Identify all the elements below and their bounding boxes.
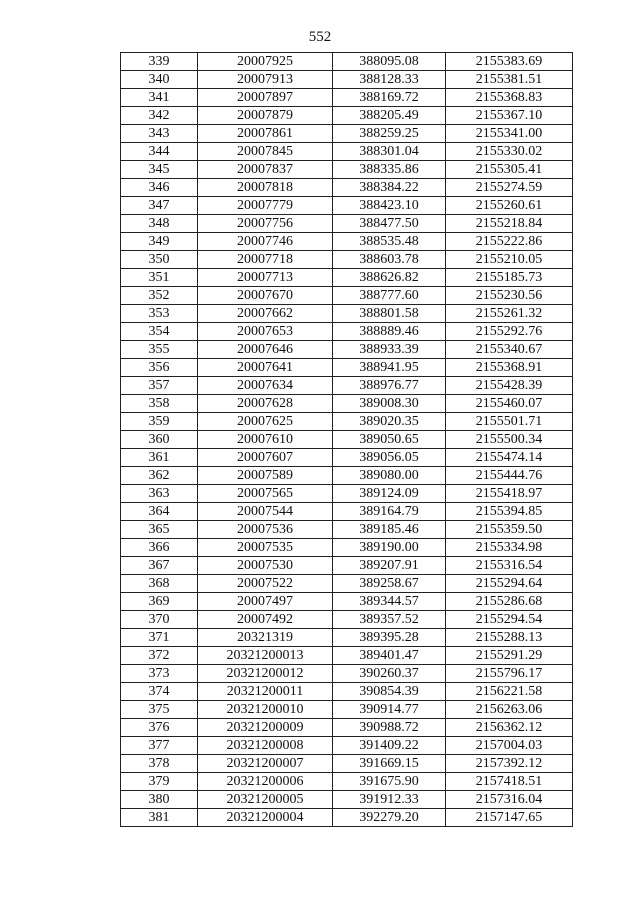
coordinate-x-cell: 390854.39 [333,683,446,701]
point-number-cell: 367 [121,557,198,575]
point-id-cell: 20007530 [198,557,333,575]
coordinate-y-cell: 2155294.64 [446,575,573,593]
point-id-cell: 20007535 [198,539,333,557]
coordinate-y-cell: 2156263.06 [446,701,573,719]
coordinate-y-cell: 2155500.34 [446,431,573,449]
table-row [121,287,573,305]
table-row [121,341,573,359]
coordinate-x-cell: 388976.77 [333,377,446,395]
coordinate-y-cell: 2157316.04 [446,791,573,809]
coordinate-x-cell: 388384.22 [333,179,446,197]
table-row [121,719,573,737]
point-id-cell: 20321200005 [198,791,333,809]
table-row [121,431,573,449]
coordinate-y-cell: 2155444.76 [446,467,573,485]
coordinate-y-cell: 2155460.07 [446,395,573,413]
point-id-cell: 20007536 [198,521,333,539]
point-id-cell: 20321200004 [198,809,333,827]
point-id-cell: 20007779 [198,197,333,215]
table-body [121,53,573,827]
coordinate-y-cell: 2155286.68 [446,593,573,611]
point-number-cell: 375 [121,701,198,719]
coordinate-x-cell: 388169.72 [333,89,446,107]
coordinate-x-cell: 388335.86 [333,161,446,179]
point-id-cell: 20321200013 [198,647,333,665]
table-row [121,647,573,665]
point-id-cell: 20321200008 [198,737,333,755]
point-number-cell: 357 [121,377,198,395]
table-row [121,773,573,791]
point-number-cell: 380 [121,791,198,809]
point-id-cell: 20007837 [198,161,333,179]
table-row [121,809,573,827]
point-number-cell: 344 [121,143,198,161]
coordinate-y-cell: 2155368.83 [446,89,573,107]
table-row [121,359,573,377]
coordinate-x-cell: 388941.95 [333,359,446,377]
point-number-cell: 361 [121,449,198,467]
coordinate-y-cell: 2157418.51 [446,773,573,791]
table-row [121,89,573,107]
coordinate-y-cell: 2155260.61 [446,197,573,215]
coordinate-y-cell: 2155218.84 [446,215,573,233]
coordinate-y-cell: 2157392.12 [446,755,573,773]
point-number-cell: 368 [121,575,198,593]
coordinate-y-cell: 2155383.69 [446,53,573,71]
point-number-cell: 378 [121,755,198,773]
point-id-cell: 20007913 [198,71,333,89]
point-id-cell: 20007589 [198,467,333,485]
point-id-cell: 20007818 [198,179,333,197]
point-id-cell: 20007756 [198,215,333,233]
coordinate-x-cell: 390914.77 [333,701,446,719]
table-row [121,197,573,215]
point-number-cell: 358 [121,395,198,413]
coordinate-y-cell: 2155292.76 [446,323,573,341]
table-row [121,755,573,773]
point-id-cell: 20007497 [198,593,333,611]
point-id-cell: 20007610 [198,431,333,449]
coordinate-y-cell: 2155474.14 [446,449,573,467]
coordinate-y-cell: 2156362.12 [446,719,573,737]
coordinate-x-cell: 388205.49 [333,107,446,125]
table-row [121,575,573,593]
point-number-cell: 341 [121,89,198,107]
coordinate-y-cell: 2156221.58 [446,683,573,701]
point-number-cell: 342 [121,107,198,125]
table-row [121,521,573,539]
point-id-cell: 20007641 [198,359,333,377]
table-row [121,143,573,161]
table-row [121,305,573,323]
point-number-cell: 356 [121,359,198,377]
point-id-cell: 20007718 [198,251,333,269]
coordinate-x-cell: 389080.00 [333,467,446,485]
point-number-cell: 381 [121,809,198,827]
point-id-cell: 20321200006 [198,773,333,791]
coordinate-y-cell: 2155288.13 [446,629,573,647]
point-number-cell: 371 [121,629,198,647]
table-row [121,233,573,251]
table-row [121,629,573,647]
table-row [121,125,573,143]
point-id-cell: 20007861 [198,125,333,143]
coordinate-y-cell: 2155274.59 [446,179,573,197]
point-number-cell: 352 [121,287,198,305]
point-id-cell: 20321200012 [198,665,333,683]
point-id-cell: 20321319 [198,629,333,647]
point-id-cell: 20007845 [198,143,333,161]
point-number-cell: 370 [121,611,198,629]
point-id-cell: 20007897 [198,89,333,107]
point-id-cell: 20007634 [198,377,333,395]
coordinate-x-cell: 389207.91 [333,557,446,575]
table-row [121,215,573,233]
coordinate-x-cell: 390988.72 [333,719,446,737]
table-row [121,251,573,269]
point-number-cell: 340 [121,71,198,89]
table-row [121,53,573,71]
point-number-cell: 343 [121,125,198,143]
coordinate-y-cell: 2155418.97 [446,485,573,503]
coordinate-x-cell: 389050.65 [333,431,446,449]
coordinate-x-cell: 391409.22 [333,737,446,755]
table-row [121,71,573,89]
coordinate-y-cell: 2155316.54 [446,557,573,575]
point-id-cell: 20007646 [198,341,333,359]
point-number-cell: 346 [121,179,198,197]
point-id-cell: 20007628 [198,395,333,413]
coordinate-x-cell: 389124.09 [333,485,446,503]
point-id-cell: 20007565 [198,485,333,503]
coordinate-x-cell: 391669.15 [333,755,446,773]
coordinate-y-cell: 2155230.56 [446,287,573,305]
point-number-cell: 369 [121,593,198,611]
point-number-cell: 360 [121,431,198,449]
coordinate-x-cell: 389164.79 [333,503,446,521]
coordinate-y-cell: 2155305.41 [446,161,573,179]
coordinate-y-cell: 2155330.02 [446,143,573,161]
table-row [121,791,573,809]
point-number-cell: 339 [121,53,198,71]
coordinate-y-cell: 2155294.54 [446,611,573,629]
coordinate-x-cell: 389357.52 [333,611,446,629]
point-id-cell: 20321200010 [198,701,333,719]
coordinate-y-cell: 2155368.91 [446,359,573,377]
coordinate-x-cell: 388477.50 [333,215,446,233]
point-number-cell: 350 [121,251,198,269]
coordinate-x-cell: 391912.33 [333,791,446,809]
point-number-cell: 354 [121,323,198,341]
coordinate-x-cell: 388603.78 [333,251,446,269]
coordinate-y-cell: 2155185.73 [446,269,573,287]
coordinate-x-cell: 388535.48 [333,233,446,251]
coordinates-table [120,52,573,827]
coordinate-y-cell: 2155501.71 [446,413,573,431]
point-number-cell: 379 [121,773,198,791]
table-row [121,377,573,395]
coordinate-x-cell: 389056.05 [333,449,446,467]
coordinate-x-cell: 389344.57 [333,593,446,611]
point-number-cell: 366 [121,539,198,557]
coordinate-x-cell: 388128.33 [333,71,446,89]
coordinate-x-cell: 388777.60 [333,287,446,305]
coordinate-x-cell: 392279.20 [333,809,446,827]
point-id-cell: 20007544 [198,503,333,521]
coordinate-y-cell: 2155334.98 [446,539,573,557]
point-number-cell: 365 [121,521,198,539]
point-id-cell: 20007662 [198,305,333,323]
coordinate-y-cell: 2155341.00 [446,125,573,143]
coordinate-y-cell: 2155291.29 [446,647,573,665]
coordinate-x-cell: 388095.08 [333,53,446,71]
point-number-cell: 347 [121,197,198,215]
table-row [121,161,573,179]
point-number-cell: 377 [121,737,198,755]
coordinate-y-cell: 2155381.51 [446,71,573,89]
table-row [121,539,573,557]
table-row [121,485,573,503]
point-id-cell: 20007607 [198,449,333,467]
table-row [121,467,573,485]
table-row [121,683,573,701]
point-number-cell: 353 [121,305,198,323]
table-row [121,449,573,467]
table-row [121,413,573,431]
point-number-cell: 349 [121,233,198,251]
point-id-cell: 20007879 [198,107,333,125]
point-id-cell: 20007746 [198,233,333,251]
coordinate-y-cell: 2155222.86 [446,233,573,251]
point-number-cell: 345 [121,161,198,179]
point-id-cell: 20007925 [198,53,333,71]
coordinate-x-cell: 389395.28 [333,629,446,647]
point-id-cell: 20321200007 [198,755,333,773]
coordinate-x-cell: 389258.67 [333,575,446,593]
point-number-cell: 373 [121,665,198,683]
point-id-cell: 20007670 [198,287,333,305]
point-number-cell: 376 [121,719,198,737]
coordinate-y-cell: 2157147.65 [446,809,573,827]
coordinate-x-cell: 389401.47 [333,647,446,665]
point-number-cell: 348 [121,215,198,233]
table-row [121,611,573,629]
coordinate-y-cell: 2157004.03 [446,737,573,755]
coordinate-y-cell: 2155261.32 [446,305,573,323]
point-number-cell: 355 [121,341,198,359]
coordinate-y-cell: 2155796.17 [446,665,573,683]
coordinate-x-cell: 388889.46 [333,323,446,341]
coordinate-x-cell: 388423.10 [333,197,446,215]
table-row [121,269,573,287]
coordinate-x-cell: 389190.00 [333,539,446,557]
table-row [121,179,573,197]
point-number-cell: 359 [121,413,198,431]
point-number-cell: 364 [121,503,198,521]
point-number-cell: 374 [121,683,198,701]
table-row [121,503,573,521]
table-row [121,701,573,719]
table-row [121,557,573,575]
coordinate-y-cell: 2155359.50 [446,521,573,539]
coordinate-y-cell: 2155394.85 [446,503,573,521]
table-row [121,107,573,125]
coordinate-x-cell: 389008.30 [333,395,446,413]
coordinate-x-cell: 391675.90 [333,773,446,791]
table-row [121,395,573,413]
coordinate-x-cell: 388626.82 [333,269,446,287]
table-row [121,737,573,755]
coordinate-x-cell: 388259.25 [333,125,446,143]
point-id-cell: 20007522 [198,575,333,593]
point-number-cell: 372 [121,647,198,665]
point-id-cell: 20007713 [198,269,333,287]
coordinate-y-cell: 2155340.67 [446,341,573,359]
point-id-cell: 20007492 [198,611,333,629]
coordinate-y-cell: 2155367.10 [446,107,573,125]
coordinate-x-cell: 389185.46 [333,521,446,539]
point-number-cell: 363 [121,485,198,503]
coordinate-y-cell: 2155428.39 [446,377,573,395]
point-id-cell: 20321200011 [198,683,333,701]
point-number-cell: 362 [121,467,198,485]
coordinate-x-cell: 390260.37 [333,665,446,683]
point-id-cell: 20007653 [198,323,333,341]
coordinate-x-cell: 388301.04 [333,143,446,161]
coordinate-x-cell: 388801.58 [333,305,446,323]
page-number: 552 [308,29,332,45]
table-row [121,323,573,341]
point-id-cell: 20321200009 [198,719,333,737]
point-id-cell: 20007625 [198,413,333,431]
table-row [121,665,573,683]
coordinate-x-cell: 388933.39 [333,341,446,359]
coordinate-y-cell: 2155210.05 [446,251,573,269]
table-row [121,593,573,611]
point-number-cell: 351 [121,269,198,287]
coordinate-x-cell: 389020.35 [333,413,446,431]
